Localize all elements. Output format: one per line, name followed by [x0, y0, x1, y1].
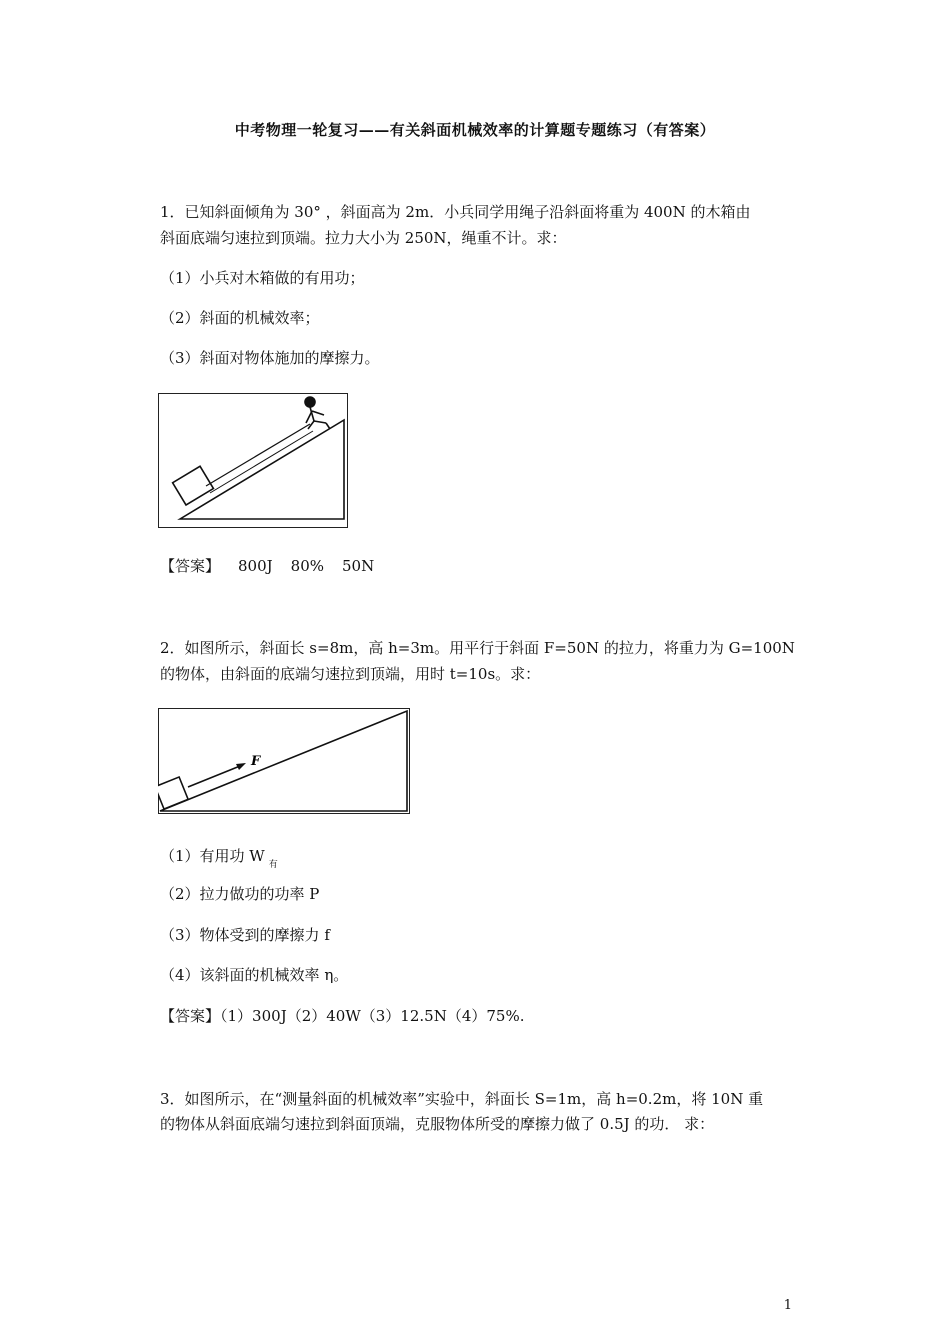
q2-answer-label: 【答案】	[160, 1007, 221, 1025]
q2-answer-text: （1）300J（2）40W（3）12.5N（4）75%.	[220, 1007, 525, 1025]
q1-answer-label: 【答案】	[160, 557, 221, 575]
q1-answer-2: 80%	[290, 557, 325, 575]
q2-subscript: 有	[268, 860, 278, 870]
q1-incline-figure	[158, 393, 348, 528]
page-title: 中考物理一轮复习——有关斜面机械效率的计算题专题练习（有答案）	[234, 121, 716, 139]
q1-answer-1: 800J	[238, 557, 273, 575]
q1-answer-3: 50N	[342, 557, 375, 575]
q2-incline-figure	[158, 708, 410, 814]
q2-text-line1: 2．如图所示，斜面长 s=8m，高 h=3m。用平行于斜面 F=50N 的拉力，将重力为 G=100N	[160, 639, 795, 657]
page-number: 1	[783, 1298, 792, 1313]
q1-sub-question-3: （3）斜面对物体施加的摩擦力。	[160, 349, 380, 367]
q2-sub-question-1-text: （1）有用功 W	[160, 847, 265, 865]
q2-sub-question-4: （4）该斜面的机械效率 η。	[160, 966, 349, 984]
q2-force-label: F	[251, 754, 261, 769]
q1-sub-question-1: （1）小兵对木箱做的有用功；	[160, 269, 365, 287]
q2-sub-question-2: （2）拉力做功的功率 P	[160, 885, 320, 903]
q1-answer	[160, 556, 374, 576]
q3-text-line2: 的物体从斜面底端匀速拉到斜面顶端，克服物体所受的摩擦力做了 0.5J 的功． 求：	[160, 1115, 715, 1133]
q3-text-line1: 3．如图所示，在“测量斜面的机械效率”实验中，斜面长 S=1m，高 h=0.2m，将 10N 重	[160, 1090, 764, 1108]
q1-sub-question-2: （2）斜面的机械效率；	[160, 309, 320, 327]
q1-text-line2: 斜面底端匀速拉到顶端。拉力大小为 250N，绳重不计。求：	[160, 229, 567, 247]
q2-sub-question-3: （3）物体受到的摩擦力 f	[160, 926, 330, 944]
q2-sub-question-1	[160, 846, 278, 875]
q1-text-line1: 1．已知斜面倾角为 30° ，斜面高为 2m．小兵同学用绳子沿斜面将重为 400N 的木箱由	[160, 203, 751, 221]
q2-text-line2: 的物体，由斜面的底端匀速拉到顶端，用时 t=10s。求：	[160, 665, 541, 683]
q2-answer	[160, 1006, 524, 1026]
